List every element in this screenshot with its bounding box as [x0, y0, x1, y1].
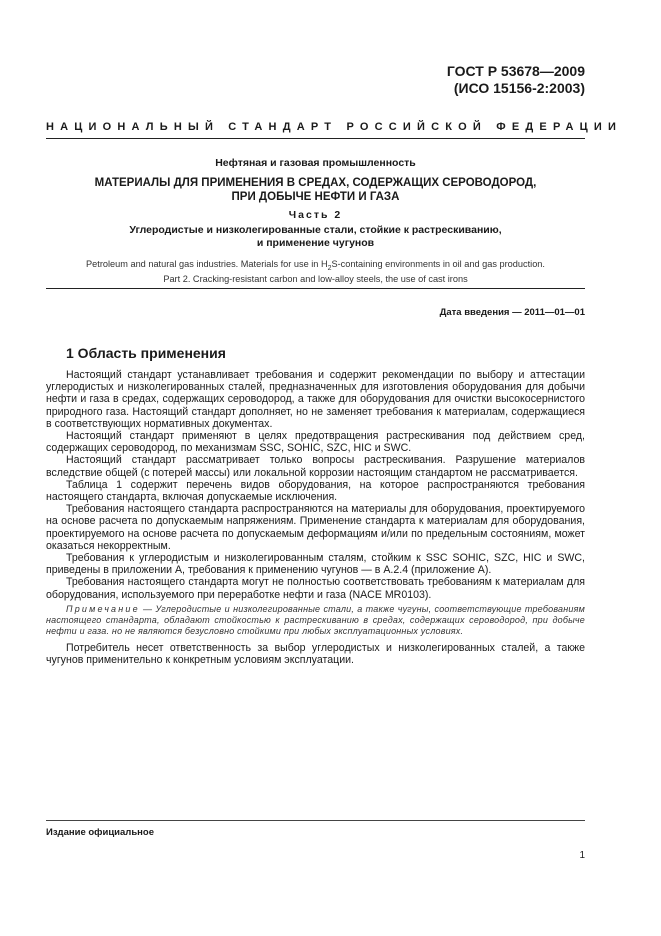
standard-number: ГОСТ Р 53678—2009 [446, 63, 585, 79]
national-standard-banner: НАЦИОНАЛЬНЫЙ СТАНДАРТ РОССИЙСКОЙ ФЕДЕРАЦИИ [46, 121, 623, 133]
iso-number: (ИСО 15156-2:2003) [453, 80, 585, 96]
section-body [46, 369, 585, 666]
part-label: Часть 2 [288, 209, 343, 221]
footer-divider [46, 820, 585, 821]
subtitle-line-2: и применение чугунов [256, 237, 375, 249]
closing-paragraph: Потребитель несет ответственность за выбор углеродистых и низколегированных сталей, а также чугунов применительно к конкретным условиям эксплуатации. [46, 641, 585, 667]
main-title-line-1: МАТЕРИАЛЫ ДЛЯ ПРИМЕНЕНИЯ В СРЕДАХ, СОДЕРЖАЩИХ СЕРОВОДОРОД, [94, 177, 537, 189]
page-number: 1 [579, 850, 585, 861]
subtitle-line-1: Углеродистые и низколегированные стали, стойкие к растрескиванию, [129, 224, 502, 236]
banner-divider [46, 138, 585, 139]
paragraph: Требования к углеродистым и низколегированным сталям, стойким к SSC SOHIC, SZC, HIC и SWC, приведены в приложении А, требования к применению чугунов — в А.2.4 (приложение А). [46, 552, 585, 577]
paragraph: Таблица 1 содержит перечень видов оборудования, на которое распространяются требования настоящего стандарта, включая допускаемые исключения. [46, 478, 585, 504]
official-edition-label: Издание официальное [46, 827, 154, 838]
paragraph: Требования настоящего стандарта распространяются на материалы для оборудования, проектируемого на основе расчета по допускаемым напряжениям. Применение стандарта к материалам для оборудования, проектируемого на основе расчета по допускаемым деформациям и/или по предельным состояниям, может оказаться некорректным. [46, 503, 585, 552]
document-subtitle [46, 224, 585, 250]
document-main-title [46, 176, 585, 204]
english-title-line-1: Petroleum and natural gas industries. Materials for use in $H_2S$-containing environments in oil and gas production. [86, 259, 545, 272]
introduction-date: Дата введения — 2011—01—01 [439, 307, 585, 318]
paragraph: Настоящий стандарт применяют в целях предотвращения растрескивания под действием сред, содержащих сероводород, по механизмам SSC, SOHIC, SZC, HIC и SWC. [46, 430, 585, 455]
paragraph: Настоящий стандарт устанавливает требования и содержит рекомендации по выбору и аттестации углеродистых и низколегированных сталей, предназначенных для изготовления оборудования для добычи нефти и газа в средах, содержащих сероводород, а также для оборудования для очистки высокосернистого природного газа. Настоящий стандарт дополняет, но не заменяет требования к материалам, содержащиеся в соответствующих нормативных документах. [46, 369, 585, 430]
paragraph: Требования настоящего стандарта могут не полностью соответствовать требованиям к материалам для оборудования, используемого при переработке нефти и газа (NACE MR0103). [46, 576, 585, 601]
industry-title: Нефтяная и газовая промышленность [215, 157, 416, 169]
section-heading: 1 Область применения [66, 345, 226, 361]
note-text: — Углеродистые и низколегированные стали, а также чугуны, соответствующие требованиям настоящего стандарта, обладают стойкостью к растрескиванию в средах, содержащих сероводород, при добыче нефти и газа. но не являются безусловно стойкими при любых эксплуатационных условиях. [46, 603, 585, 636]
standard-designation [447, 63, 585, 97]
english-title [46, 259, 585, 285]
english-title-line-2: Part 2. Cracking-resistant carbon and low-alloy steels, the use of cast irons [163, 273, 468, 284]
paragraph: Настоящий стандарт рассматривает только вопросы растрескивания. Разрушение материалов вследствие общей (с потерей массы) или локальной коррозии настоящим стандартом не рассматривается. [46, 454, 585, 479]
note [46, 604, 585, 637]
title-divider [46, 288, 585, 289]
note-label: Примечание [66, 603, 140, 614]
main-title-line-2: ПРИ ДОБЫЧЕ НЕФТИ И ГАЗА [231, 191, 400, 203]
